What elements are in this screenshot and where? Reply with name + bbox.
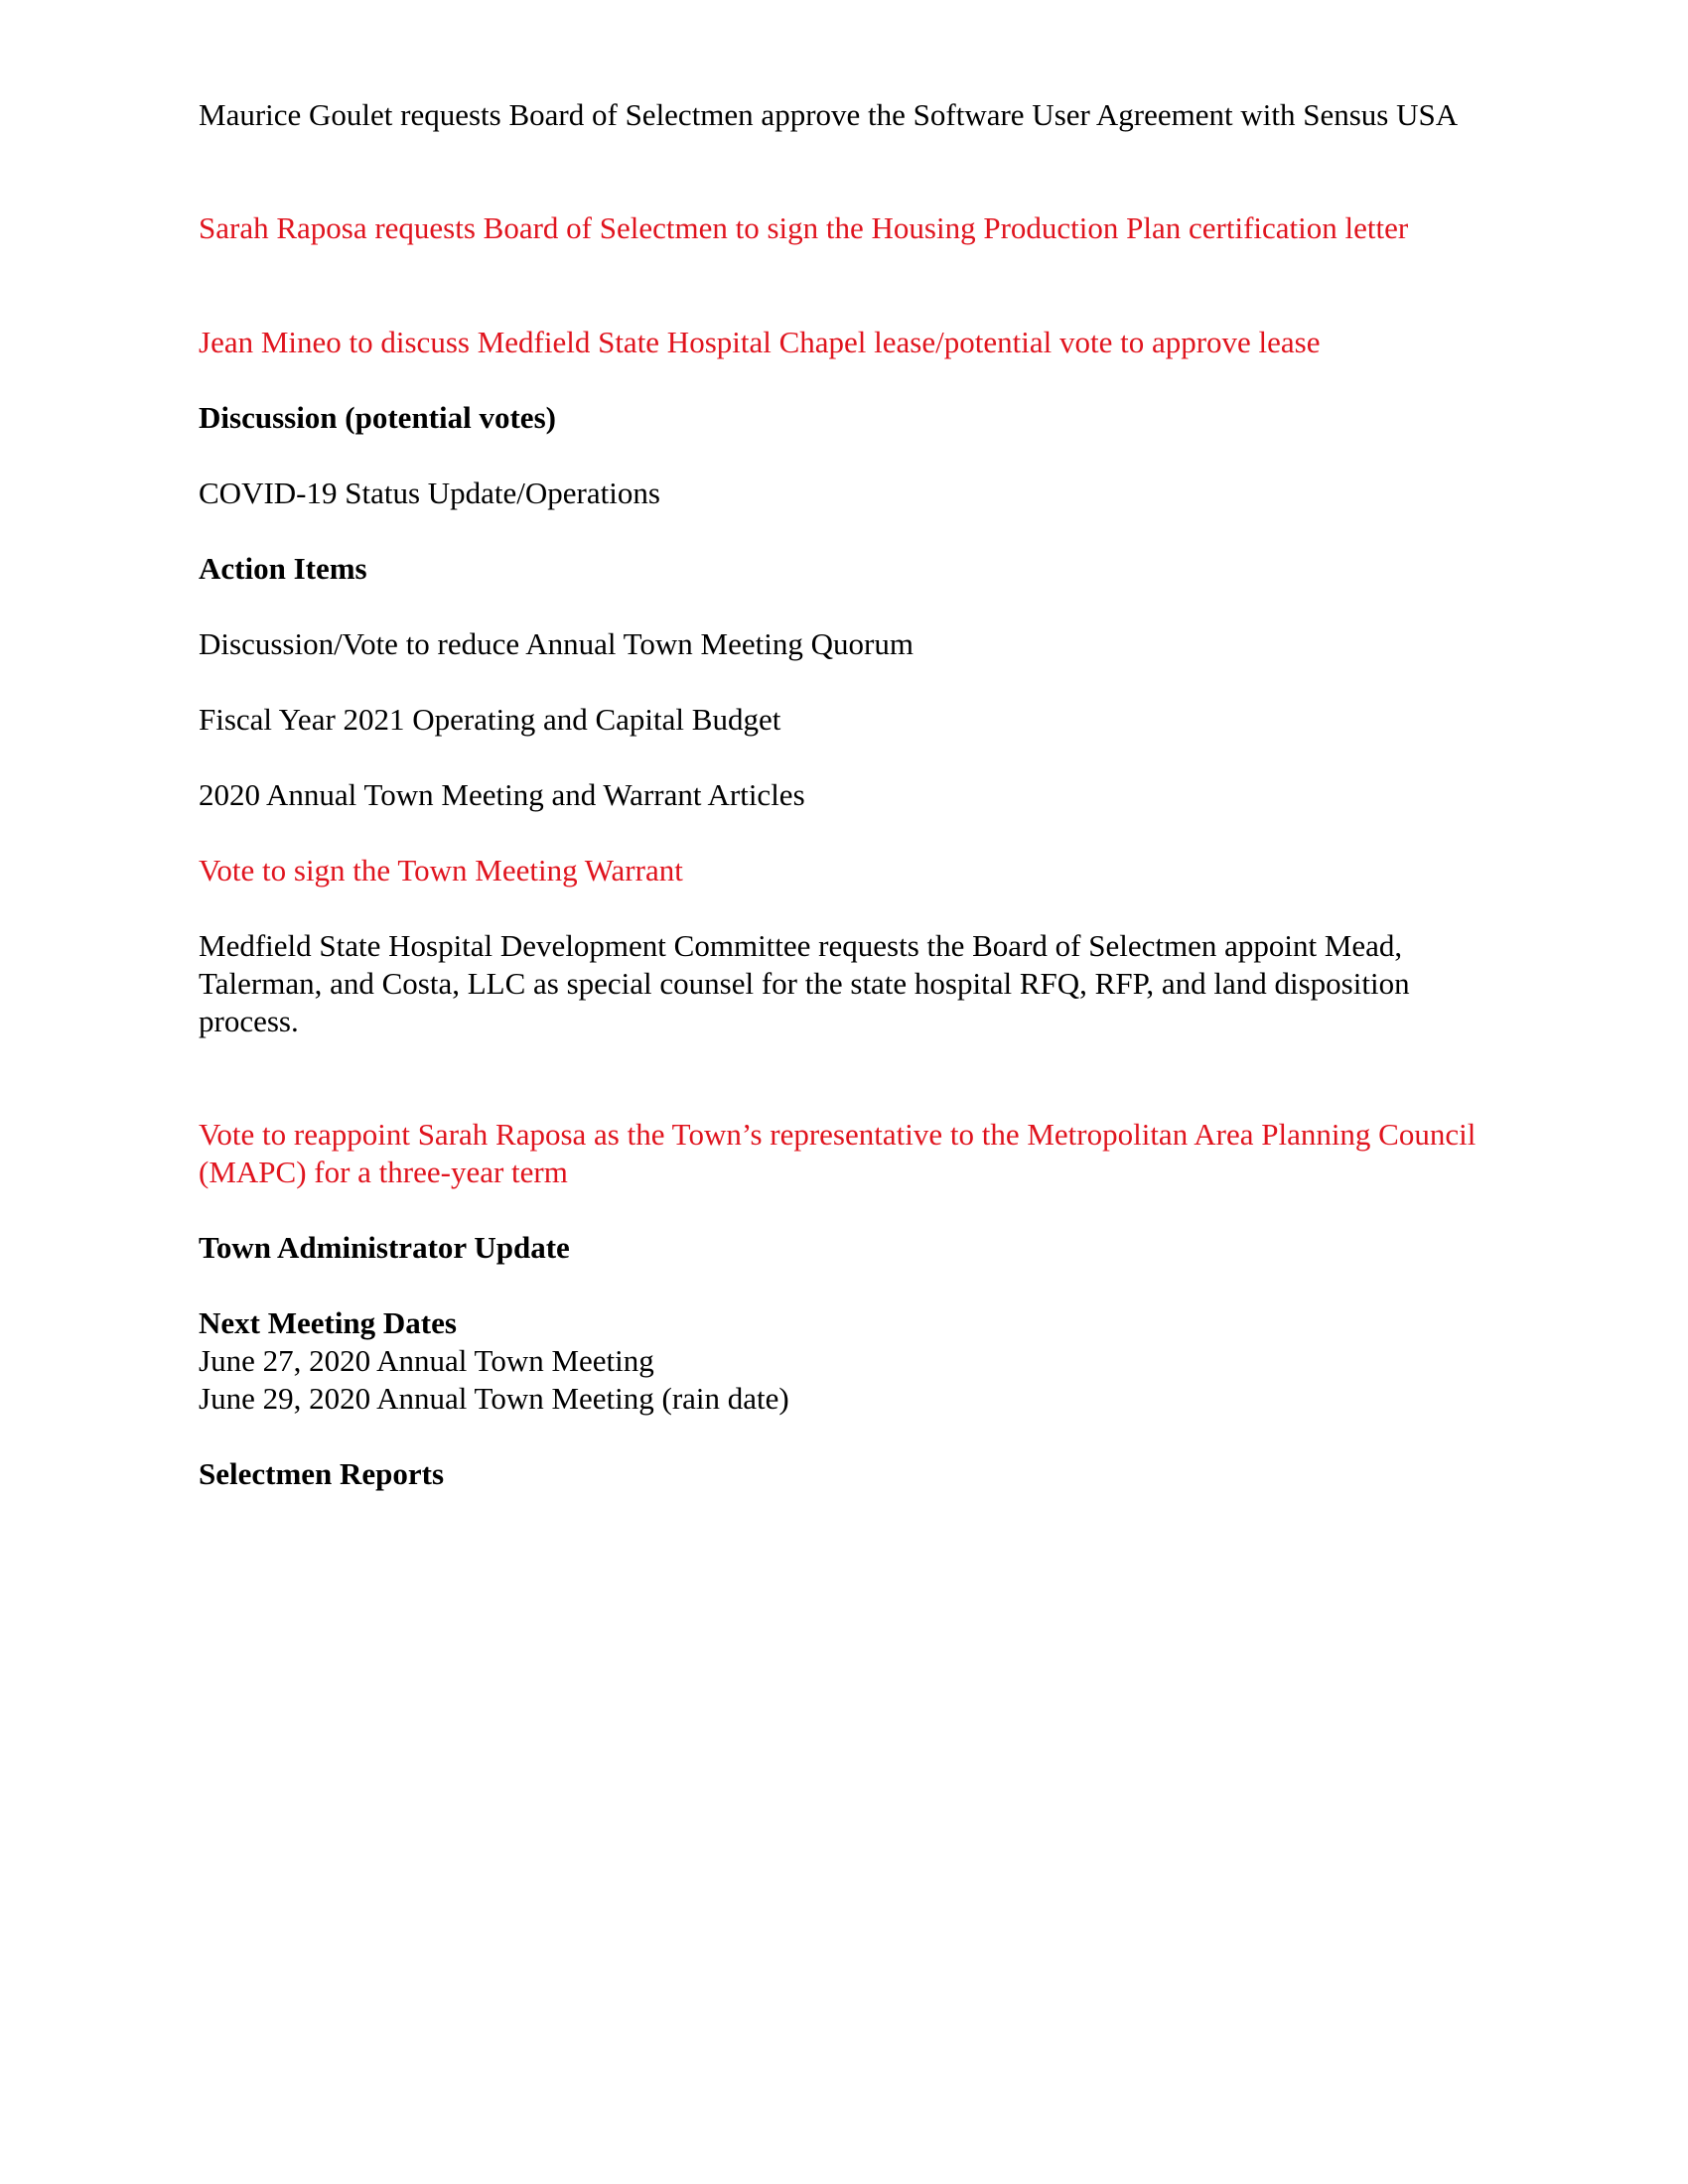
- budget-item: Fiscal Year 2021 Operating and Capital Budget: [199, 702, 781, 737]
- covid-update-item: COVID-19 Status Update/Operations: [199, 476, 660, 510]
- warrant-articles-item: 2020 Annual Town Meeting and Warrant Articles: [199, 777, 805, 812]
- sign-warrant-item: Vote to sign the Town Meeting Warrant: [199, 853, 683, 887]
- special-counsel-item: Medfield State Hospital Development Committee requests the Board of Selectmen appoint Mead, Talerman, and Costa, LLC as special counsel for the state hospital RFQ, RFP, and land disposition process.: [199, 928, 1410, 1038]
- chapel-lease-item: Jean Mineo to discuss Medfield State Hospital Chapel lease/potential vote to approve lease: [199, 325, 1321, 359]
- town-admin-heading: Town Administrator Update: [199, 1230, 570, 1265]
- mapc-reappoint-item: Vote to reappoint Sarah Raposa as the Town’s representative to the Metropolitan Area Planning Council (MAPC) for a three-year term: [199, 1117, 1477, 1189]
- discussion-heading: Discussion (potential votes): [199, 400, 556, 435]
- next-meeting-section: [199, 1304, 1489, 1418]
- next-meeting-date-1: June 27, 2020 Annual Town Meeting: [199, 1343, 654, 1378]
- housing-plan-item: Sarah Raposa requests Board of Selectmen to sign the Housing Production Plan certification letter: [199, 210, 1409, 245]
- software-agreement-item: Maurice Goulet requests Board of Selectmen approve the Software User Agreement with Sensus USA: [199, 97, 1459, 132]
- action-items-heading: Action Items: [199, 551, 367, 586]
- selectmen-reports-heading: Selectmen Reports: [199, 1456, 445, 1491]
- next-meeting-date-2: June 29, 2020 Annual Town Meeting (rain date): [199, 1381, 789, 1416]
- quorum-vote-item: Discussion/Vote to reduce Annual Town Meeting Quorum: [199, 626, 914, 661]
- next-meeting-heading: Next Meeting Dates: [199, 1305, 457, 1340]
